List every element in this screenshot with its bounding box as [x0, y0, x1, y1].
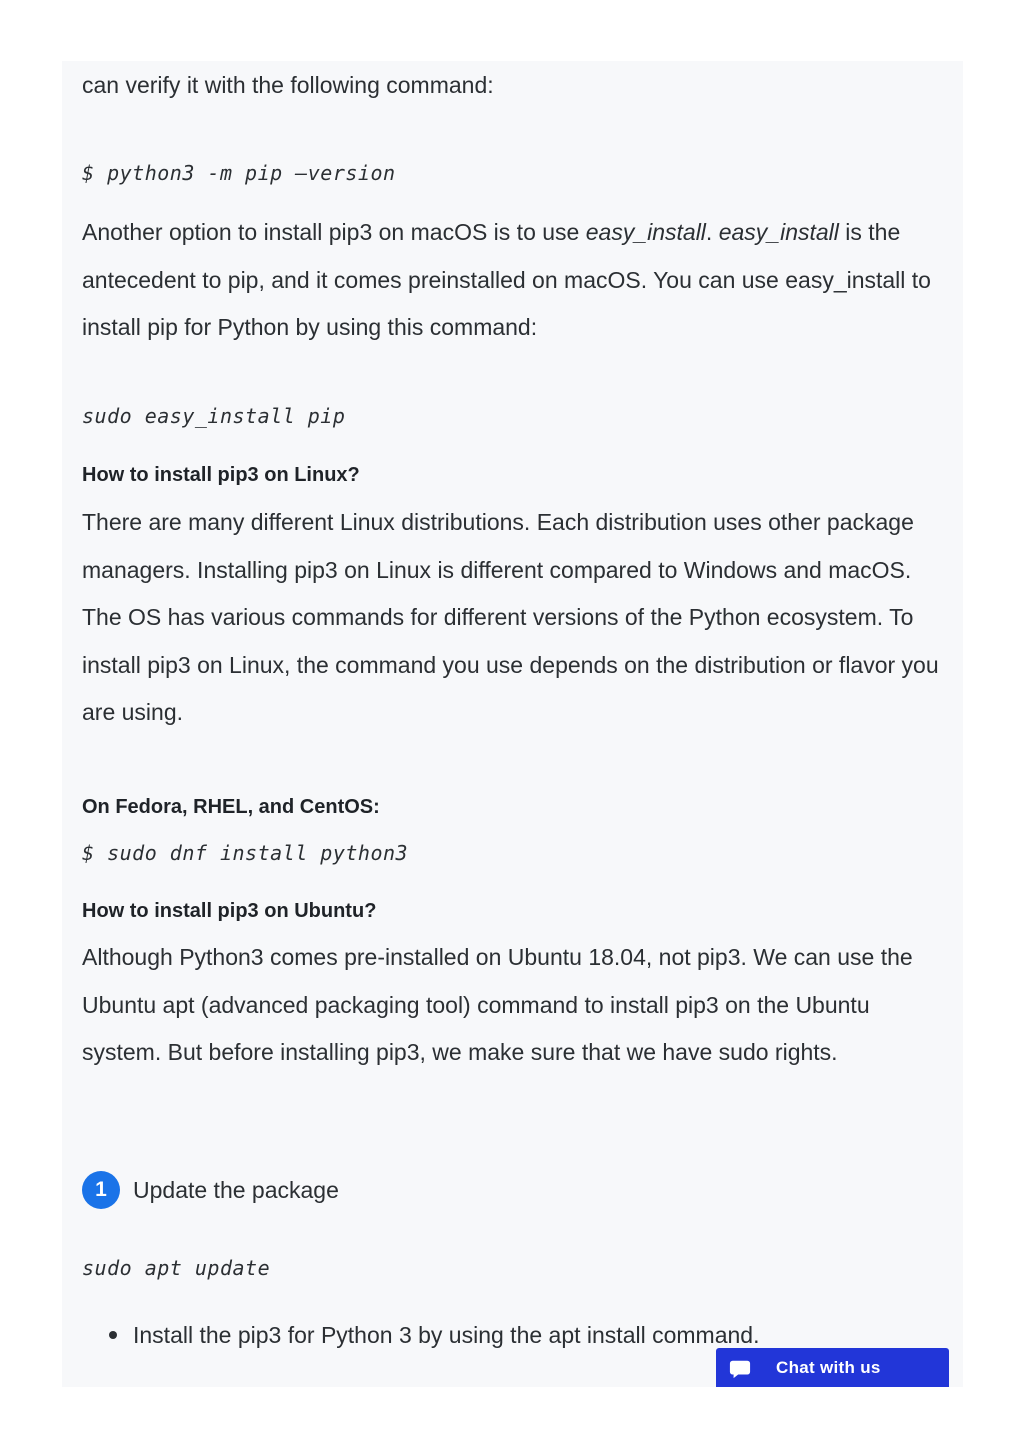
ubuntu-paragraph: Although Python3 comes pre-installed on Ubuntu 18.04, not pip3. We can use the Ubuntu apt (advanced packaging tool) command to install pip3 on the Ubuntu system. But before installing pip3, we make sure that we have sudo rights. — [82, 944, 913, 1065]
macos-para-mid: . — [705, 219, 719, 245]
chat-with-us-button[interactable] — [716, 1348, 949, 1387]
chat-label: Chat with us — [776, 1358, 881, 1377]
macos-paragraph — [82, 209, 948, 352]
code-pip-version: $ python3 -m pip –version — [82, 161, 396, 185]
step-label: Update the package — [133, 1176, 339, 1203]
easy-install-emphasis: easy_install — [585, 219, 706, 245]
article-content — [62, 61, 963, 1387]
macos-para-after: is the antecedent to pip, and it comes preinstalled on macOS. You can use easy_install to install pip for Python by using this command: — [82, 219, 931, 340]
code-apt-update: sudo apt update — [82, 1256, 271, 1280]
step-number-badge: 1 — [82, 1171, 120, 1209]
intro-line: can verify it with the following command: — [82, 72, 494, 98]
list-item-text: Install the pip3 for Python 3 by using the apt install command. — [133, 1322, 760, 1348]
easy-install-emphasis-2: easy_install — [718, 219, 839, 245]
heading-fedora: On Fedora, RHEL, and CentOS: — [82, 796, 380, 818]
code-easy-install: sudo easy_install pip — [82, 404, 346, 428]
bullet-dot-icon — [109, 1331, 117, 1339]
step-1 — [82, 1171, 339, 1209]
heading-ubuntu: How to install pip3 on Ubuntu? — [82, 900, 377, 922]
heading-linux: How to install pip3 on Linux? — [82, 464, 360, 486]
code-dnf: $ sudo dnf install python3 — [82, 841, 409, 865]
chat-bubble-icon — [729, 1358, 751, 1380]
linux-paragraph: There are many different Linux distributions. Each distribution uses other package managers. Installing pip3 on Linux is different compared to Windows and macOS. The OS has various commands for different versions of the Python ecosystem. To install pip3 on Linux, the command you use depends on the distribution or flavor you are using. — [82, 509, 939, 725]
macos-para-before: Another option to install pip3 on macOS is to use — [82, 219, 586, 245]
